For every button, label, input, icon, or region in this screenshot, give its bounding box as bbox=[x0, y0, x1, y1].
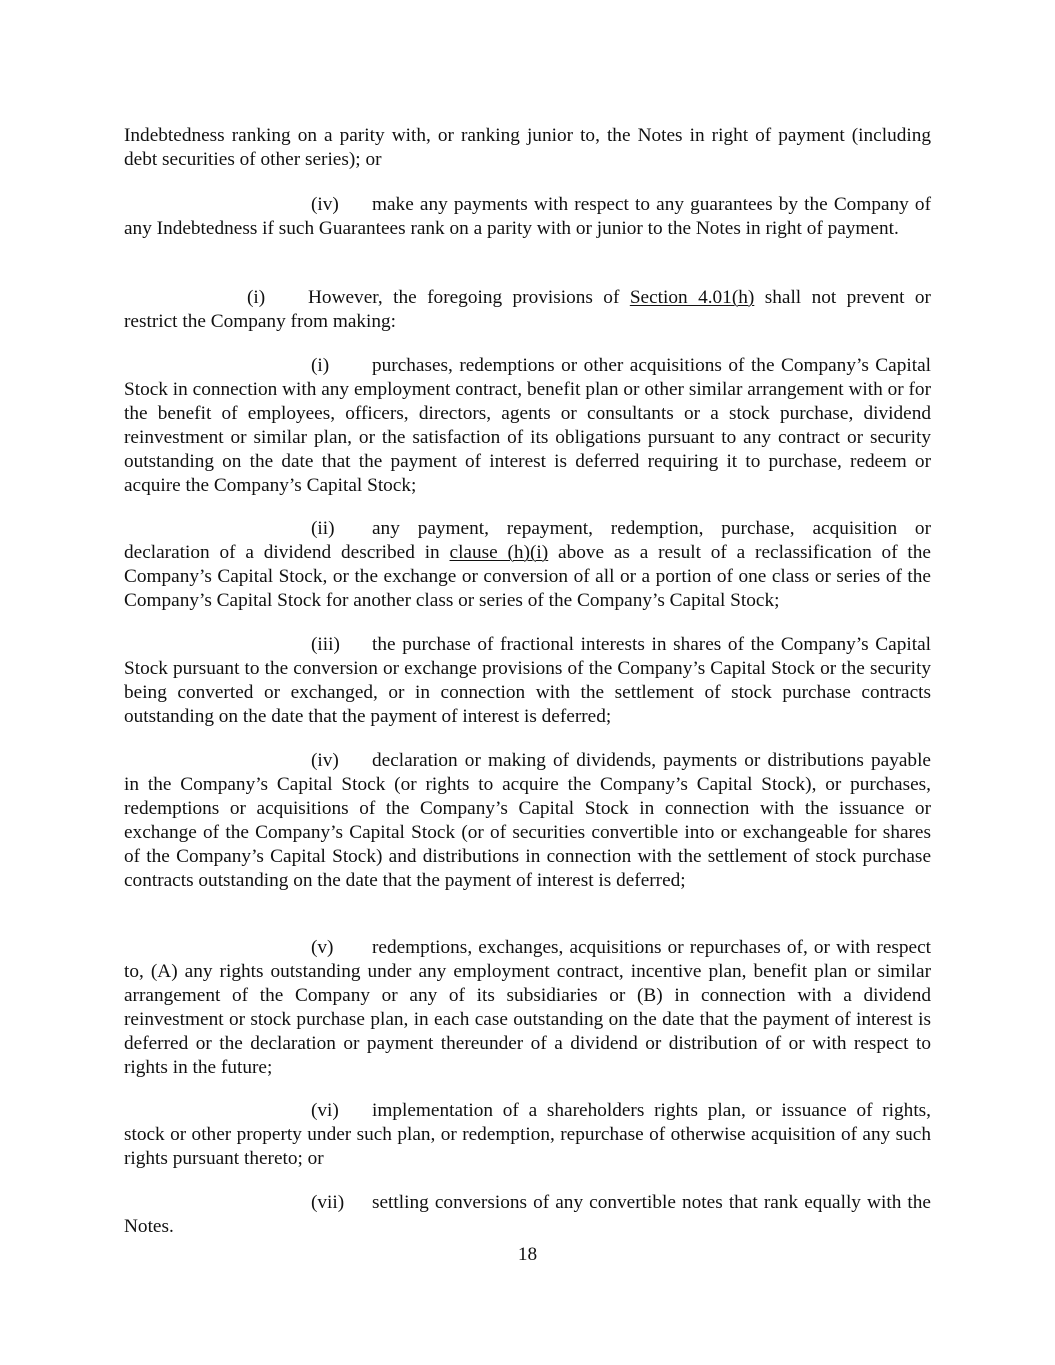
exception-text-after: above as a result of a reclassification of the Company’s Capital Stock, or the exchange or conversion of all or a portion of one class or series of the Company’s Capital Stock for another class or series of the Company’s Capital Stock; bbox=[124, 542, 931, 611]
exception-text: the purchase of fractional interests in shares of the Company’s Capital Stock pursuant to the conversion or exchange provisions of the Company’s Capital Stock or the security being converted or exchanged, or in connection with the settlement of stock purchase contracts outstanding on the date that the payment of interest is deferred; bbox=[124, 634, 931, 727]
exception-item-vi bbox=[124, 1099, 931, 1171]
exception-item-iv bbox=[124, 749, 931, 893]
exception-item-vii bbox=[124, 1191, 931, 1239]
exception-item-iii bbox=[124, 633, 931, 729]
clause-iv-guarantees bbox=[124, 193, 931, 241]
clause-number: (iv) bbox=[311, 194, 339, 215]
exception-text: declaration or making of dividends, payments or distributions payable in the Company’s Capital Stock (or rights to acquire the Company’s Capital Stock), or purchases, redemptions or acquisitions of the Company’s Capital Stock in connection with the issuance or exchange of the Company’s Capital Stock (or of securities convertible into or exchangeable for shares of the Company’s Capital Stock) and distributions in connection with the settlement of stock purchase contracts outstanding on the date that the payment of interest is deferred; bbox=[124, 750, 931, 891]
exception-number: (iii) bbox=[311, 634, 340, 655]
exception-number: (v) bbox=[311, 937, 334, 958]
section-cross-reference-link[interactable]: Section 4.01(h) bbox=[629, 287, 755, 308]
exception-number: (iv) bbox=[311, 750, 339, 771]
exception-number: (i) bbox=[311, 355, 330, 376]
exception-text: redemptions, exchanges, acquisitions or repurchases of, or with respect to, (A) any rights outstanding under any employment contract, incentive plan, benefit plan or similar arrangement of the Company or any of its subsidiaries or (B) in connection with a dividend reinvestment or stock purchase plan, in each case outstanding on the date that the payment of interest is deferred or the declaration or payment thereunder of a dividend or distribution of or with respect to rights in the future; bbox=[124, 937, 931, 1078]
exception-item-i bbox=[124, 354, 931, 498]
section-number: (i) bbox=[247, 287, 266, 308]
continuation-paragraph bbox=[124, 124, 931, 172]
exception-text: settling conversions of any convertible notes that rank equally with the Notes. bbox=[124, 1192, 931, 1237]
continuation-text: Indebtedness ranking on a parity with, or ranking junior to, the Notes in right of payment (including debt securities of other series); or bbox=[124, 125, 931, 170]
exception-text-before: any payment, repayment, redemption, purchase, acquisition or declaration of a dividend described in bbox=[124, 518, 931, 563]
exception-text: implementation of a shareholders rights plan, or issuance of rights, stock or other property under such plan, or redemption, repurchase of otherwise acquisition of any such rights pursuant thereto; or bbox=[124, 1100, 931, 1169]
section-text-after: shall not prevent or restrict the Company from making: bbox=[124, 287, 931, 332]
exception-number: (ii) bbox=[311, 518, 335, 539]
section-text-before: However, the foregoing provisions of bbox=[308, 287, 630, 308]
exception-text: purchases, redemptions or other acquisitions of the Company’s Capital Stock in connection with any employment contract, benefit plan or other similar arrangement with or for the benefit of employees, officers, directors, agents or consultants or a stock purchase, dividend reinvestment or similar plan, or the satisfaction of its obligations pursuant to any contract or security outstanding on the date that the payment of interest is deferred requiring it to purchase, redeem or acquire the Company’s Capital Stock; bbox=[124, 355, 931, 496]
page-number: 18 bbox=[517, 1244, 538, 1265]
clause-cross-reference-link[interactable]: clause (h)(i) bbox=[449, 542, 549, 563]
section-i-paragraph bbox=[124, 286, 931, 334]
exception-item-v bbox=[124, 936, 931, 1080]
exception-number: (vii) bbox=[311, 1192, 345, 1213]
exception-item-ii bbox=[124, 517, 931, 613]
exception-number: (vi) bbox=[311, 1100, 339, 1121]
clause-text: make any payments with respect to any guarantees by the Company of any Indebtedness if such Guarantees rank on a parity with or junior to the Notes in right of payment. bbox=[124, 194, 931, 239]
